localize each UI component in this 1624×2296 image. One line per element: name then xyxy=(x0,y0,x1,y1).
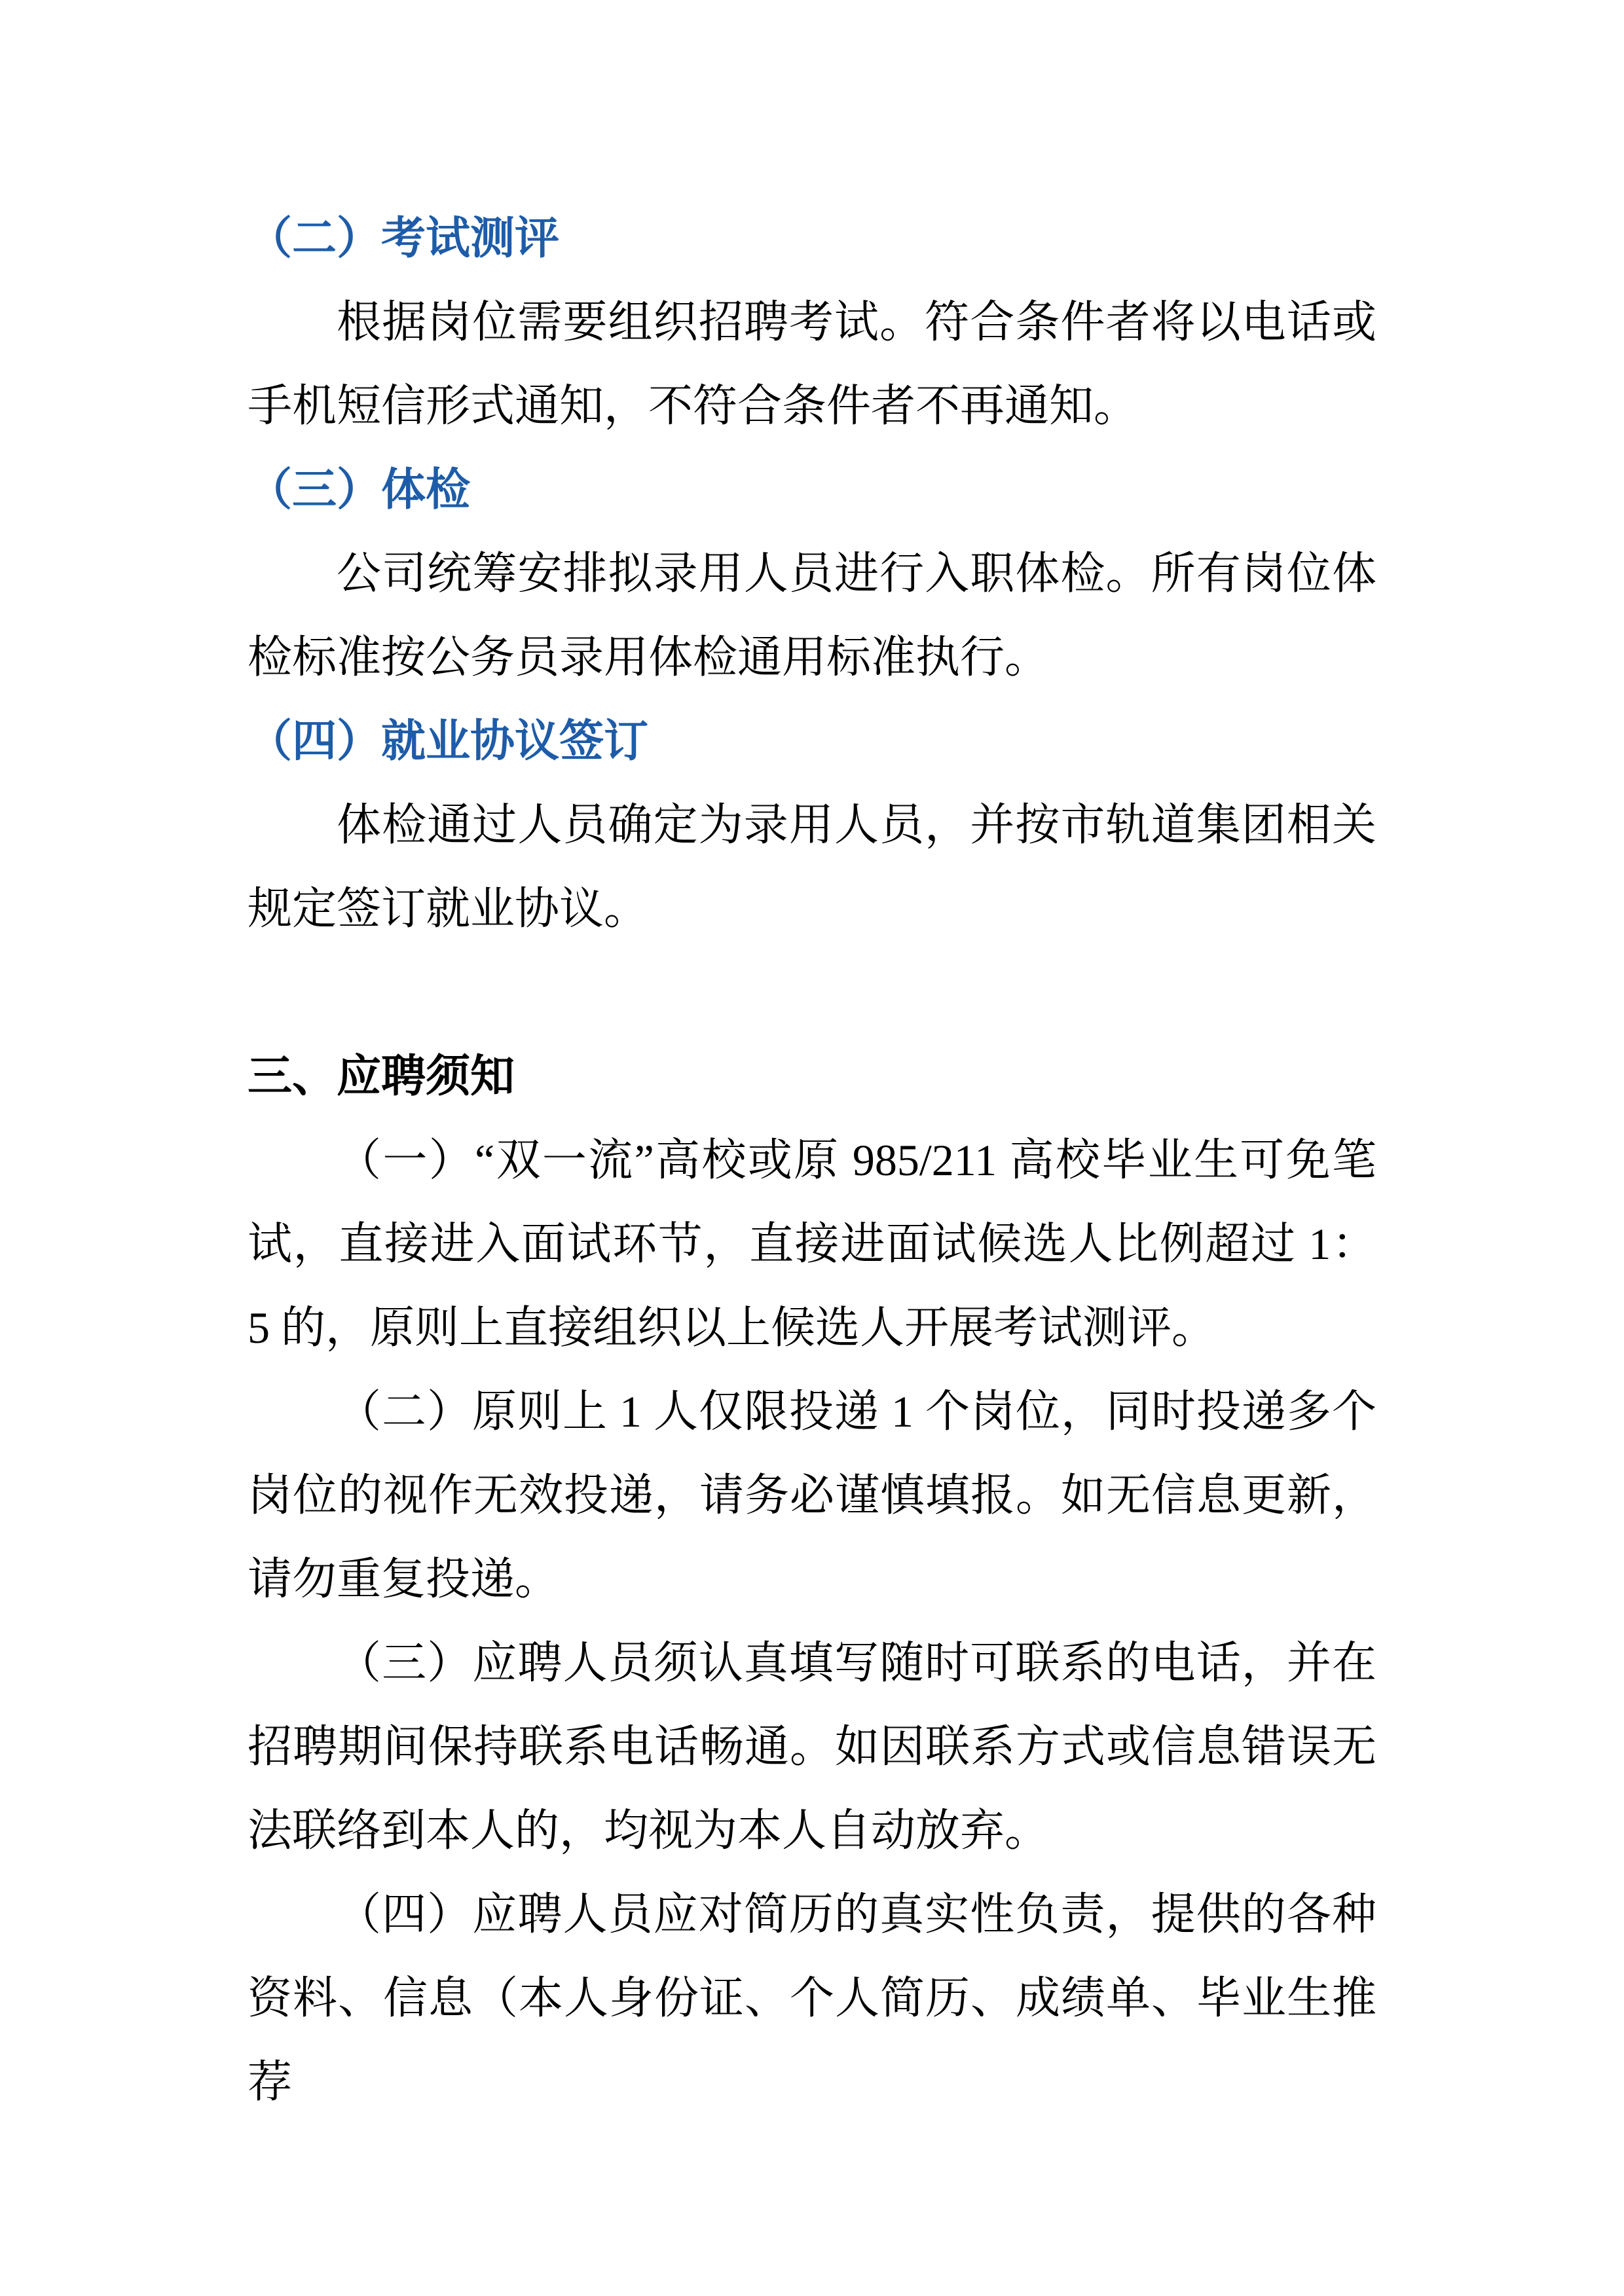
paragraph-note-3: （三）应聘人员须认真填写随时可联系的电话，并在招聘期间保持联系电话畅通。如因联系方式或信息错误无法联络到本人的，均视为本人自动放弃。 xyxy=(248,1638,1376,1855)
paragraph-note-1: （一）“双一流”高校或原 985/211 高校毕业生可免笔试，直接进入面试环节，直接进面试候选人比例超过 1： 5 的，原则上直接组织以上候选人开展考试测评。 xyxy=(248,1135,1376,1353)
paragraph-physical-exam: 公司统筹安排拟录用人员进行入职体检。所有岗位体检标准按公务员录用体检通用标准执行。 xyxy=(248,549,1376,682)
subheading-employment-agreement: （四）就业协议签订 xyxy=(248,716,649,766)
subheading-physical-exam: （三）体检 xyxy=(248,465,471,515)
paragraph-employment-agreement: 体检通过人员确定为录用人员，并按市轨道集团相关规定签订就业协议。 xyxy=(248,800,1376,934)
paragraph-exam-evaluation: 根据岗位需要组织招聘考试。符合条件者将以电话或手机短信形式通知，不符合条件者不再通知。 xyxy=(248,297,1376,431)
subheading-exam-evaluation: （二）考试测评 xyxy=(248,213,560,263)
paragraph-note-4: （四）应聘人员应对简历的真实性负责，提供的各种资料、信息（本人身份证、个人简历、成绩单、毕业生推荐 xyxy=(248,1889,1376,2107)
section-heading-application-notes: 三、应聘须知 xyxy=(248,1051,515,1101)
paragraph-note-2: （二）原则上 1 人仅限投递 1 个岗位，同时投递多个岗位的视作无效投递，请务必谨慎填报。如无信息更新，请勿重复投递。 xyxy=(248,1387,1376,1604)
